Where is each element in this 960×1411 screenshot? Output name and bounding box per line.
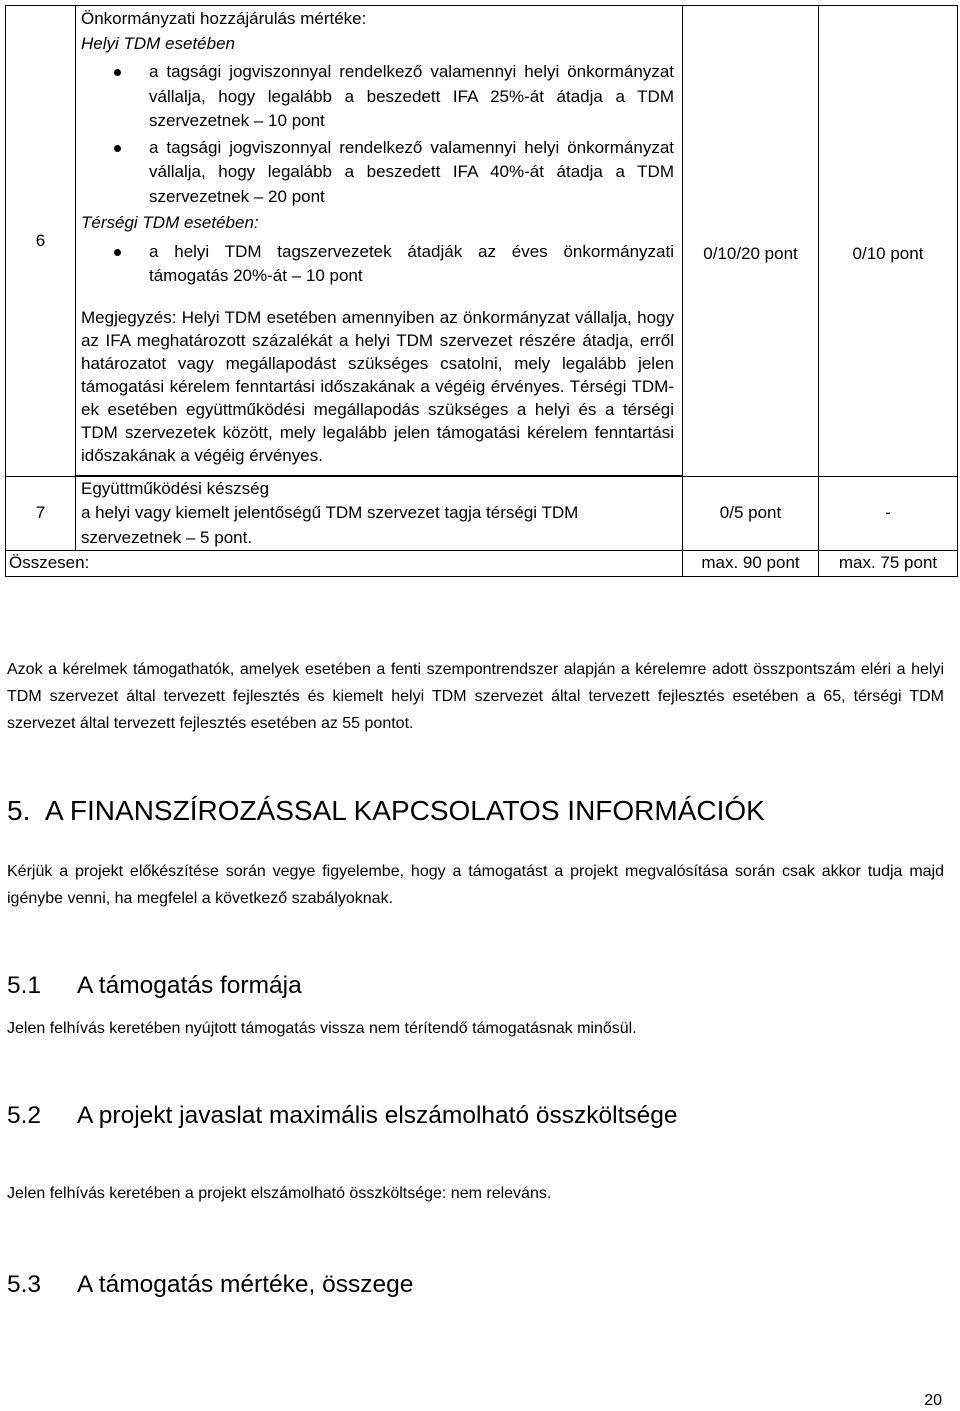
table-row-6 — [6, 6, 958, 476]
list-item: a tagsági jogviszonnyal rendelkező valamennyi helyi önkormányzat vállalja, hogy legalább a beszedett IFA 40%-át átadja a TDM szervezetnek – 20 pont — [81, 136, 674, 210]
section-5-intro: Kérjük a projekt előkészítése során vegye figyelembe, hogy a támogatást a projekt megvalósítása során csak akkor tudja majd igénybe venni, ha megfelel a következő szabályoknak. — [7, 863, 944, 907]
section-5-3-heading: 5.3 A támogatás mértéke, összege — [7, 1271, 414, 1298]
section-5-2-heading: 5.2 A projekt javaslat maximális elszámolható összköltsége — [7, 1102, 678, 1129]
criterion-cell — [76, 476, 683, 551]
regional-tdm-label: Térségi TDM esetében: — [81, 213, 259, 232]
section-5-heading: 5. A FINANSZÍROZÁSSAL KAPCSOLATOS INFORMÁCIÓK — [7, 795, 765, 826]
points-local: 0/10/20 pont — [683, 6, 819, 477]
section-5-1-text: Jelen felhívás keretében nyújtott támogatás vissza nem térítendő támogatásnak minősül. — [7, 1020, 637, 1037]
criterion-text: a helyi vagy kiemelt jelentőségű TDM szervezet tagja térségi TDM szervezetnek – 5 pont. — [81, 503, 579, 547]
criterion-heading: Önkormányzati hozzájárulás mértéke: — [81, 9, 367, 28]
points-local: 0/5 pont — [683, 476, 819, 551]
regional-bullet-list — [81, 240, 674, 289]
total-points-regional: max. 75 pont — [819, 551, 958, 577]
bullet-icon — [114, 69, 121, 76]
bullet-icon — [114, 145, 121, 152]
list-item: a tagsági jogviszonnyal rendelkező valamennyi helyi önkormányzat vállalja, hogy legalább a beszedett IFA 25%-át átadja a TDM szervezetnek – 10 pont — [81, 60, 674, 134]
row-number: 7 — [6, 476, 76, 551]
criterion-cell — [76, 6, 683, 476]
scoring-table — [5, 5, 958, 577]
local-bullet-list — [81, 60, 674, 209]
total-points-local: max. 90 pont — [683, 551, 819, 577]
section-5-1-heading: 5.1 A támogatás formája — [7, 972, 302, 999]
points-regional: - — [819, 476, 958, 551]
bullet-icon — [114, 249, 121, 256]
points-regional: 0/10 pont — [819, 6, 958, 477]
criterion-heading: Együttműködési készség — [81, 478, 270, 498]
local-tdm-label: Helyi TDM esetében — [81, 33, 236, 53]
total-label: Összesen: — [6, 551, 683, 577]
section-5-2-text: Jelen felhívás keretében a projekt elszámolható összköltsége: nem releváns. — [7, 1185, 552, 1202]
note-text: Megjegyzés: Helyi TDM esetében amennyiben az önkormányzat vállalja, hogy az IFA meghatározott százalékát a helyi TDM szervezet részére átadja, erről határozatot vagy megállapodást szükséges csatolni, mely legalább jelen támogatási kérelem fenntartási időszakának a végéig érvényes. Térségi TDM-ek esetében együttműködési megállapodás szükséges a helyi és a térségi TDM szervezetek között, mely legalább jelen támogatási kérelem fenntartási időszakának a végéig érvényes. — [81, 307, 674, 465]
page-number: 20 — [924, 1392, 942, 1409]
table-row-total — [6, 551, 958, 577]
list-item: a helyi TDM tagszervezetek átadják az éves önkormányzati támogatás 20%-át – 10 pont — [81, 240, 674, 289]
table-row-7 — [6, 476, 958, 551]
summary-paragraph: Azok a kérelmek támogathatók, amelyek esetében a fenti szempontrendszer alapján a kérelemre adott összpontszám eléri a helyi TDM szervezet által tervezett fejlesztés és kiemelt helyi TDM szervezet által tervezett fejlesztés esetében a 65, térségi TDM szervezet által tervezett fejlesztés esetében az 55 pontot. — [7, 661, 944, 732]
row-number: 6 — [6, 6, 76, 477]
